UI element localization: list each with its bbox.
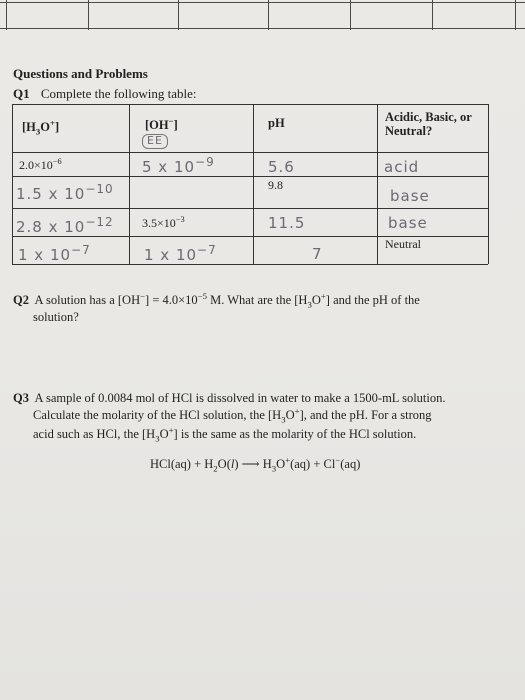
row3-type: base (388, 214, 428, 232)
row1-ph: 5.6 (268, 158, 295, 176)
row3-oh: $3.5\times 10^{-3}$ (142, 215, 185, 230)
question-2: Q2 A solution has a $[OH^-] = 4.0\times 10^{-5}$ M. What are the $[H_3O^+]$ and the pH of the solution? (13, 291, 420, 324)
row1-h3o: $2.0\times 10^{-6}$ (19, 157, 62, 172)
ee-note: EE (142, 131, 168, 149)
hcl-dissociation-equation: $HCl(aq) + H_2O(l)$ ⟶ $H_3O^+(aq) + Cl^-(aq)$ (150, 455, 361, 474)
header-ph: pH (268, 116, 285, 130)
section-title: Questions and Problems (13, 66, 148, 81)
previous-table-fragment (0, 0, 525, 30)
question-number: Q2 (13, 293, 29, 308)
row1-oh: 5 x $10^{-9}$ (142, 155, 215, 176)
row4-type: Neutral (385, 237, 421, 251)
row2-h3o: 1.5 x $10^{-10}$ (16, 182, 114, 203)
ph-table (12, 104, 488, 264)
question-1 (13, 86, 196, 102)
row1-type: acid (384, 158, 420, 176)
row4-h3o: 1 x $10^{-7}$ (18, 243, 91, 264)
row2-type: base (390, 187, 430, 205)
row3-ph: 11.5 (268, 214, 306, 232)
row4-oh: 1 x $10^{-7}$ (144, 243, 217, 264)
header-h3o: $[H_3O^+]$ (22, 118, 60, 137)
header-oh: [OH−] (145, 116, 178, 133)
question-text: Complete the following table: (40, 86, 197, 101)
question-number: Q1 (13, 86, 30, 101)
row3-h3o: 2.8 x $10^{-12}$ (16, 215, 114, 236)
row4-ph: 7 (312, 245, 323, 263)
question-number: Q3 (13, 391, 29, 405)
header-acidic-basic-neutral: Acidic, Basic, or Neutral? (385, 110, 472, 139)
question-3: Q3 A sample of 0.0084 mol of HCl is dissolved in water to make a 1500-mL solution. Calculate the molarity of the HCl solution, the $[H_3O^+]$, and the pH. For a strong acid such as HCl, the $[H_3O^+]$ is the same as the molarity of the HCl solution. (13, 391, 446, 444)
row2-ph: 9.8 (268, 178, 283, 192)
